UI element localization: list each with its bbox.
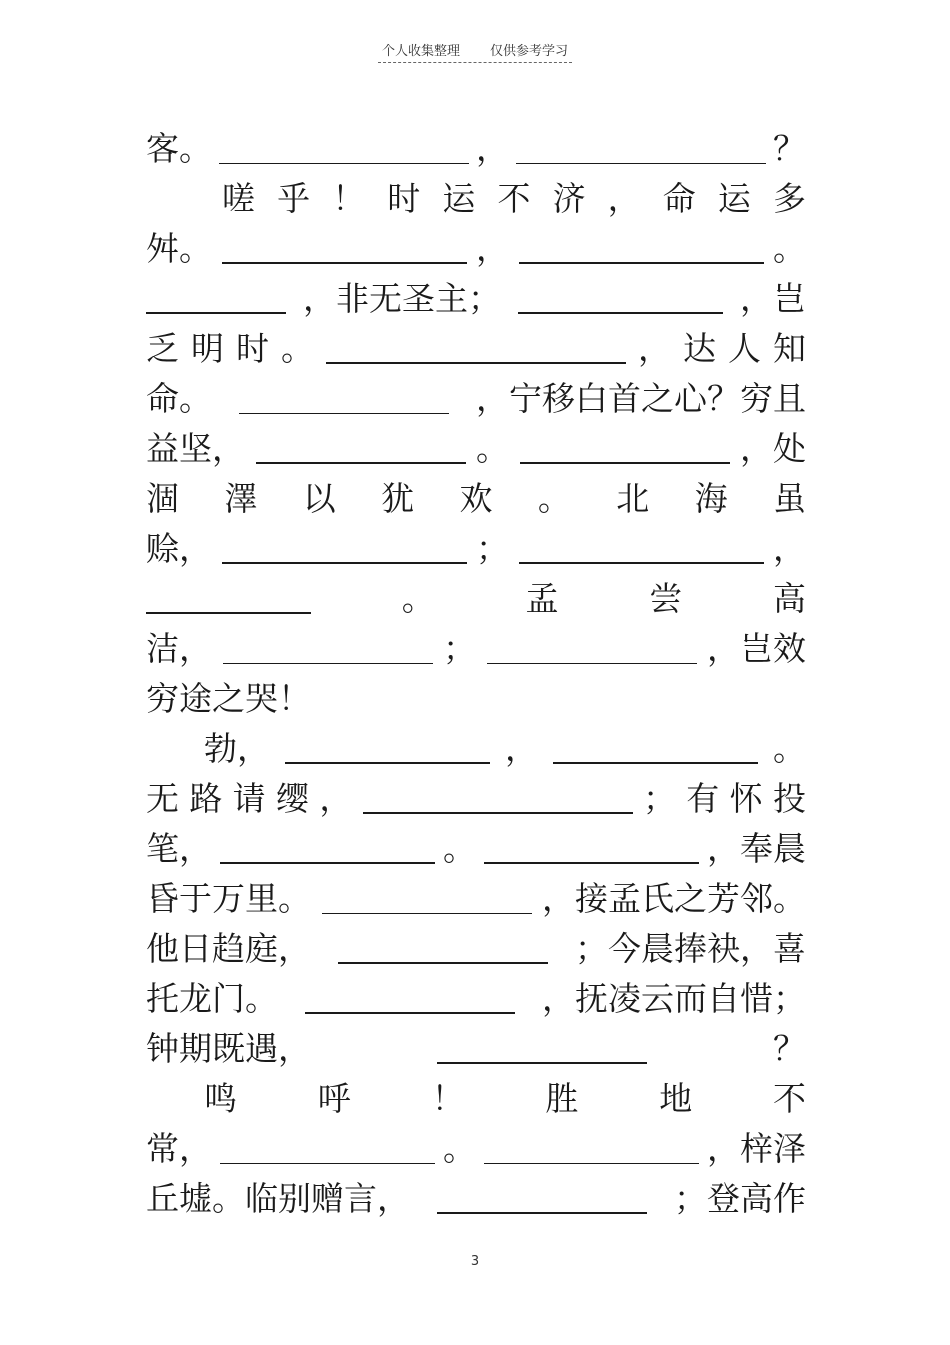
line-text: 。 <box>443 829 476 868</box>
line-text: 路 <box>189 779 223 818</box>
line-text: 地 <box>659 1079 693 1118</box>
line-text: ；今晨捧袂，喜 <box>575 929 806 968</box>
line-text: ， <box>476 129 509 168</box>
answer-blank[interactable] <box>322 913 532 914</box>
line-text: 勃， <box>204 729 270 768</box>
line-text: 怀 <box>729 779 763 818</box>
line-text: 虽 <box>773 479 806 518</box>
text-line <box>146 574 806 624</box>
answer-blank[interactable] <box>518 312 723 314</box>
line-text: ， <box>505 729 538 768</box>
text-line <box>146 1174 806 1224</box>
line-text: 海 <box>694 479 728 518</box>
line-text: ； <box>642 779 676 818</box>
line-text: 。 <box>401 579 435 618</box>
line-text: 孟 <box>525 579 559 618</box>
line-text: ， <box>319 779 353 818</box>
answer-blank[interactable] <box>520 462 730 464</box>
line-text: ， <box>773 529 806 568</box>
line-text: 缨 <box>275 779 309 818</box>
line-text: 益坚， <box>146 429 245 468</box>
text-line <box>146 624 806 674</box>
line-text: ，接孟氏之芳邻。 <box>542 879 806 918</box>
page-header <box>0 40 950 63</box>
line-text: 有 <box>686 779 720 818</box>
line-text: 赊， <box>146 529 212 568</box>
line-text: 欢 <box>459 479 493 518</box>
answer-blank[interactable] <box>222 262 467 264</box>
text-line <box>146 774 806 824</box>
line-text: 舛。 <box>146 229 212 268</box>
text-line <box>146 524 806 574</box>
line-text: 。 <box>476 429 509 468</box>
answer-blank[interactable] <box>484 862 699 864</box>
answer-blank[interactable] <box>338 962 548 964</box>
answer-blank[interactable] <box>437 1212 647 1214</box>
line-text: 。 <box>773 729 806 768</box>
line-text: 北 <box>616 479 650 518</box>
line-text: 钟期既遇， <box>146 1029 311 1068</box>
line-text: 客。 <box>146 129 212 168</box>
page-number: 3 <box>470 1254 480 1269</box>
line-text: 涸 <box>146 479 179 518</box>
text-line <box>146 374 806 424</box>
text-line <box>146 224 806 274</box>
line-text: 人 <box>728 329 761 368</box>
text-line <box>146 174 806 224</box>
line-text: 多 <box>772 179 806 218</box>
line-text: 投 <box>772 779 806 818</box>
answer-blank[interactable] <box>437 1062 647 1064</box>
line-text: ，非无圣主； <box>303 279 501 318</box>
answer-blank[interactable] <box>285 762 490 764</box>
text-line <box>146 1024 806 1074</box>
line-text: 运 <box>717 179 751 218</box>
line-text: 丘墟。临别赠言， <box>146 1179 410 1218</box>
text-line <box>146 674 806 724</box>
line-text: ，宁移白首之心？穷且 <box>476 379 806 418</box>
line-text: 不 <box>772 1079 806 1118</box>
answer-blank[interactable] <box>326 362 626 364</box>
text-line <box>146 1124 806 1174</box>
answer-blank[interactable] <box>519 262 764 264</box>
line-text: 济 <box>552 179 586 218</box>
line-text: 请 <box>232 779 266 818</box>
line-text: ！ <box>332 179 366 218</box>
line-text: 。 <box>443 1129 476 1168</box>
text-line <box>146 824 806 874</box>
line-text: 命 <box>662 179 696 218</box>
text-line <box>146 1074 806 1124</box>
line-text: 尝 <box>649 579 683 618</box>
line-text: 胜 <box>545 1079 579 1118</box>
answer-blank[interactable] <box>553 762 758 764</box>
answer-blank[interactable] <box>484 1163 699 1164</box>
text-line <box>146 274 806 324</box>
line-text: 以 <box>302 479 336 518</box>
line-text: 。 <box>537 479 571 518</box>
line-text: 昏于万里。 <box>146 879 311 918</box>
line-text: 笔， <box>146 829 212 868</box>
answer-blank[interactable] <box>305 1012 515 1014</box>
line-text: 明 <box>191 329 224 368</box>
answer-blank[interactable] <box>519 562 764 564</box>
line-text: 鸣 <box>204 1079 237 1118</box>
line-text: 运 <box>442 179 476 218</box>
line-text: ， <box>607 179 641 218</box>
line-text: 犹 <box>381 479 415 518</box>
text-line <box>146 924 806 974</box>
answer-blank[interactable] <box>220 1163 435 1164</box>
text-line <box>146 724 806 774</box>
answer-blank[interactable] <box>363 812 633 814</box>
line-text: ，岂 <box>740 279 806 318</box>
line-text: 他日趋庭， <box>146 929 311 968</box>
line-text: 穷途之哭！ <box>146 679 311 718</box>
line-text: 命。 <box>146 379 212 418</box>
answer-blank[interactable] <box>239 413 449 414</box>
answer-blank[interactable] <box>256 462 466 464</box>
text-line <box>146 874 806 924</box>
header-rule <box>378 40 572 63</box>
header-right-text: 仅供参考学习 <box>490 44 569 59</box>
line-text: 常， <box>146 1129 212 1168</box>
line-text: 乏 <box>146 329 179 368</box>
line-text: ！ <box>431 1079 465 1118</box>
line-text: ； <box>443 629 476 668</box>
line-text: ；登高作 <box>674 1179 806 1218</box>
line-text: ，抚凌云而自惜； <box>542 979 806 1018</box>
line-text: 。 <box>773 229 806 268</box>
line-text: ？ <box>773 1029 806 1068</box>
line-text: 托龙门。 <box>146 979 278 1018</box>
text-line <box>146 424 806 474</box>
line-text: ，梓泽 <box>707 1129 806 1168</box>
line-text: 嗟 <box>222 179 255 218</box>
answer-blank[interactable] <box>220 862 435 864</box>
line-text: 不 <box>497 179 531 218</box>
line-text: 高 <box>773 579 806 618</box>
exercise-body <box>146 124 806 1224</box>
answer-blank[interactable] <box>219 163 469 164</box>
line-text: 乎 <box>277 179 311 218</box>
line-text: 澤 <box>224 479 258 518</box>
line-text: ，处 <box>740 429 806 468</box>
line-text: ， <box>476 229 509 268</box>
line-text: 。 <box>281 329 314 368</box>
line-text: ； <box>476 529 509 568</box>
line-text: ，岂效 <box>707 629 806 668</box>
line-text: 呼 <box>317 1079 351 1118</box>
line-text: 时 <box>236 329 269 368</box>
answer-blank[interactable] <box>222 562 467 564</box>
line-text: 知 <box>773 329 806 368</box>
header-left-text: 个人收集整理 <box>381 44 460 59</box>
text-line <box>146 474 806 524</box>
text-line <box>146 124 806 174</box>
answer-blank[interactable] <box>487 663 697 664</box>
answer-blank[interactable] <box>146 612 311 614</box>
line-text: 达 <box>683 329 716 368</box>
line-text: ， <box>638 329 671 368</box>
text-line <box>146 324 806 374</box>
line-text: 洁， <box>146 629 212 668</box>
answer-blank[interactable] <box>516 163 766 164</box>
answer-blank[interactable] <box>223 663 433 664</box>
text-line <box>146 974 806 1024</box>
answer-blank[interactable] <box>146 312 286 314</box>
line-text: 无 <box>146 779 179 818</box>
line-text: ？ <box>773 129 806 168</box>
line-text: ，奉晨 <box>707 829 806 868</box>
line-text: 时 <box>387 179 421 218</box>
